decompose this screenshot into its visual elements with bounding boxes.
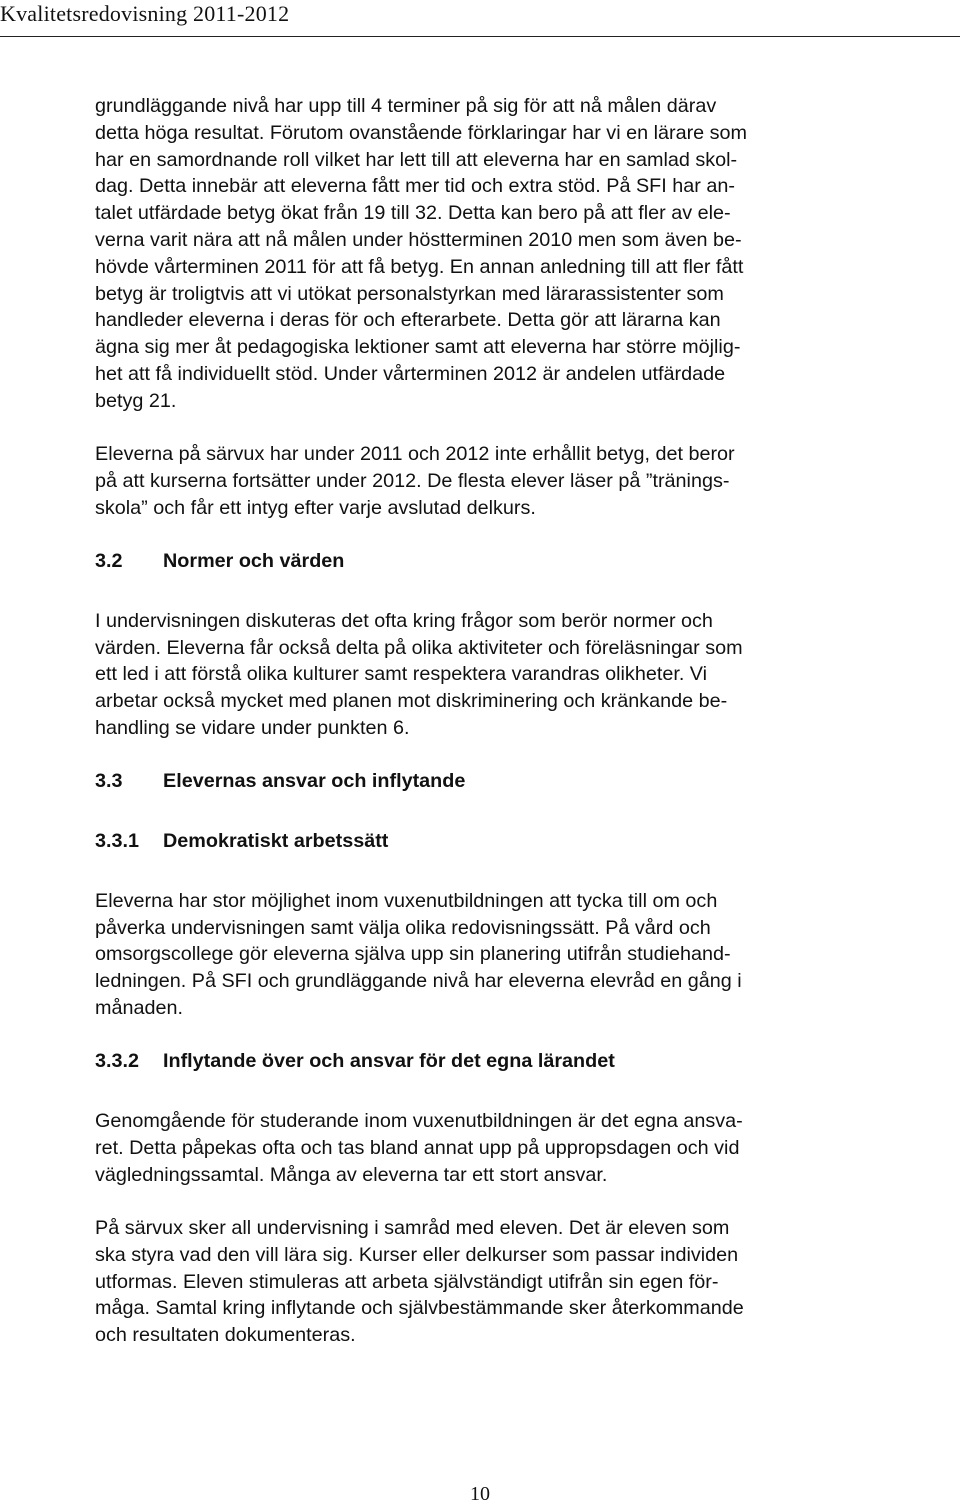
heading-title: Elevernas ansvar och inflytande (163, 770, 466, 793)
running-header (0, 0, 960, 37)
text-line: hövde vårterminen 2011 för att få betyg. En annan anledning till att fler fått (95, 255, 744, 278)
paragraph-results (95, 93, 870, 415)
text-line: ret. Detta påpekas ofta och tas bland annat upp på uppropsdagen och vid (95, 1136, 740, 1159)
text-line: Genomgående för studerande inom vuxenutbildningen är det egna ansva- (95, 1110, 743, 1133)
text-line: betyg är troligtvis att vi utökat personalstyrkan med lärarassistenter som (95, 282, 724, 305)
text-line: månaden. (95, 997, 183, 1020)
text-line: detta höga resultat. Förutom ovanstående förklaringar har vi en lärare som (95, 121, 748, 144)
text-line: ledningen. På SFI och grundläggande nivå har eleverna elevråd en gång i (95, 970, 742, 993)
section-heading-3-2 (95, 548, 870, 575)
text-line: måga. Samtal kring inflytande och självbestämmande sker återkommande (95, 1297, 744, 1320)
text-line: Eleverna på särvux har under 2011 och 2012 inte erhållit betyg, det beror (95, 443, 735, 466)
text-line: och resultaten dokumenteras. (95, 1324, 356, 1347)
paragraph-sarvux-influence (95, 1215, 870, 1349)
text-line: Eleverna har stor möjlighet inom vuxenutbildningen att tycka till om och (95, 889, 718, 912)
text-line: talet utfärdade betyg ökat från 19 till 32. Detta kan bero på att fler av ele- (95, 202, 731, 225)
text-line: het att få individuellt stöd. Under vårterminen 2012 är andelen utfärdade (95, 362, 726, 385)
heading-title: Normer och värden (163, 549, 345, 572)
paragraph-responsibility (95, 1108, 870, 1188)
text-line: skola” och får ett intyg efter varje avslutad delkurs. (95, 496, 536, 519)
heading-title: Demokratiskt arbetssätt (163, 830, 389, 853)
text-line: handling se vidare under punkten 6. (95, 716, 410, 739)
document-title: Kvalitetsredovisning 2011-2012 (0, 1, 290, 26)
heading-title: Inflytande över och ansvar för det egna lärandet (163, 1050, 615, 1073)
text-line: arbetar också mycket med planen mot diskriminering och kränkande be- (95, 690, 728, 713)
heading-number: 3.3.2 (95, 1050, 139, 1073)
heading-number: 3.2 (95, 549, 123, 572)
text-line: På särvux sker all undervisning i samråd med eleven. Det är eleven som (95, 1217, 730, 1239)
text-line: dag. Detta innebär att eleverna fått mer tid och extra stöd. På SFI har an- (95, 175, 735, 198)
paragraph-democracy (95, 888, 870, 1022)
text-line: I undervisningen diskuteras det ofta kring frågor som berör normer och (95, 609, 713, 632)
text-line: har en samordnande roll vilket har lett till att eleverna har en samlad skol- (95, 148, 738, 171)
heading-number: 3.3 (95, 770, 123, 793)
text-line: ett led i att förstå olika kulturer samt respektera varandras olikheter. Vi (95, 663, 708, 686)
section-heading-3-3-1 (95, 828, 870, 855)
heading-number: 3.3.1 (95, 830, 139, 853)
text-line: påverka undervisningen samt välja olika redovisningssätt. På vård och (95, 916, 711, 939)
text-line: värden. Eleverna får också delta på olika aktiviteter och föreläsningar som (95, 636, 743, 659)
text-line: omsorgscollege gör eleverna själva upp sin planering utifrån studiehand- (95, 943, 731, 966)
paragraph-sarvux-grades (95, 441, 870, 521)
text-line: grundläggande nivå har upp till 4 terminer på sig för att nå målen därav (95, 95, 717, 117)
text-line: utformas. Eleven stimuleras att arbeta självständigt utifrån sin egen för- (95, 1270, 719, 1293)
text-line: handleder eleverna i deras för och efterarbete. Detta gör att lärarna kan (95, 309, 721, 332)
text-line: verna varit nära att nå målen under höstterminen 2010 men som även be- (95, 228, 742, 251)
page-number: 10 (470, 1483, 490, 1505)
text-line: ska styra vad den vill lära sig. Kurser eller delkurser som passar individen (95, 1243, 739, 1266)
text-line: vägledningssamtal. Många av eleverna tar ett stort ansvar. (95, 1163, 608, 1186)
section-heading-3-3 (95, 768, 870, 795)
text-line: betyg 21. (95, 389, 177, 412)
text-line: på att kurserna fortsätter under 2012. De flesta elever läser på ”tränings- (95, 469, 730, 492)
page-body (95, 93, 870, 1349)
section-heading-3-3-2 (95, 1048, 870, 1075)
paragraph-norms (95, 608, 870, 742)
text-line: ägna sig mer åt pedagogiska lektioner samt att eleverna har större möjlig- (95, 336, 741, 359)
